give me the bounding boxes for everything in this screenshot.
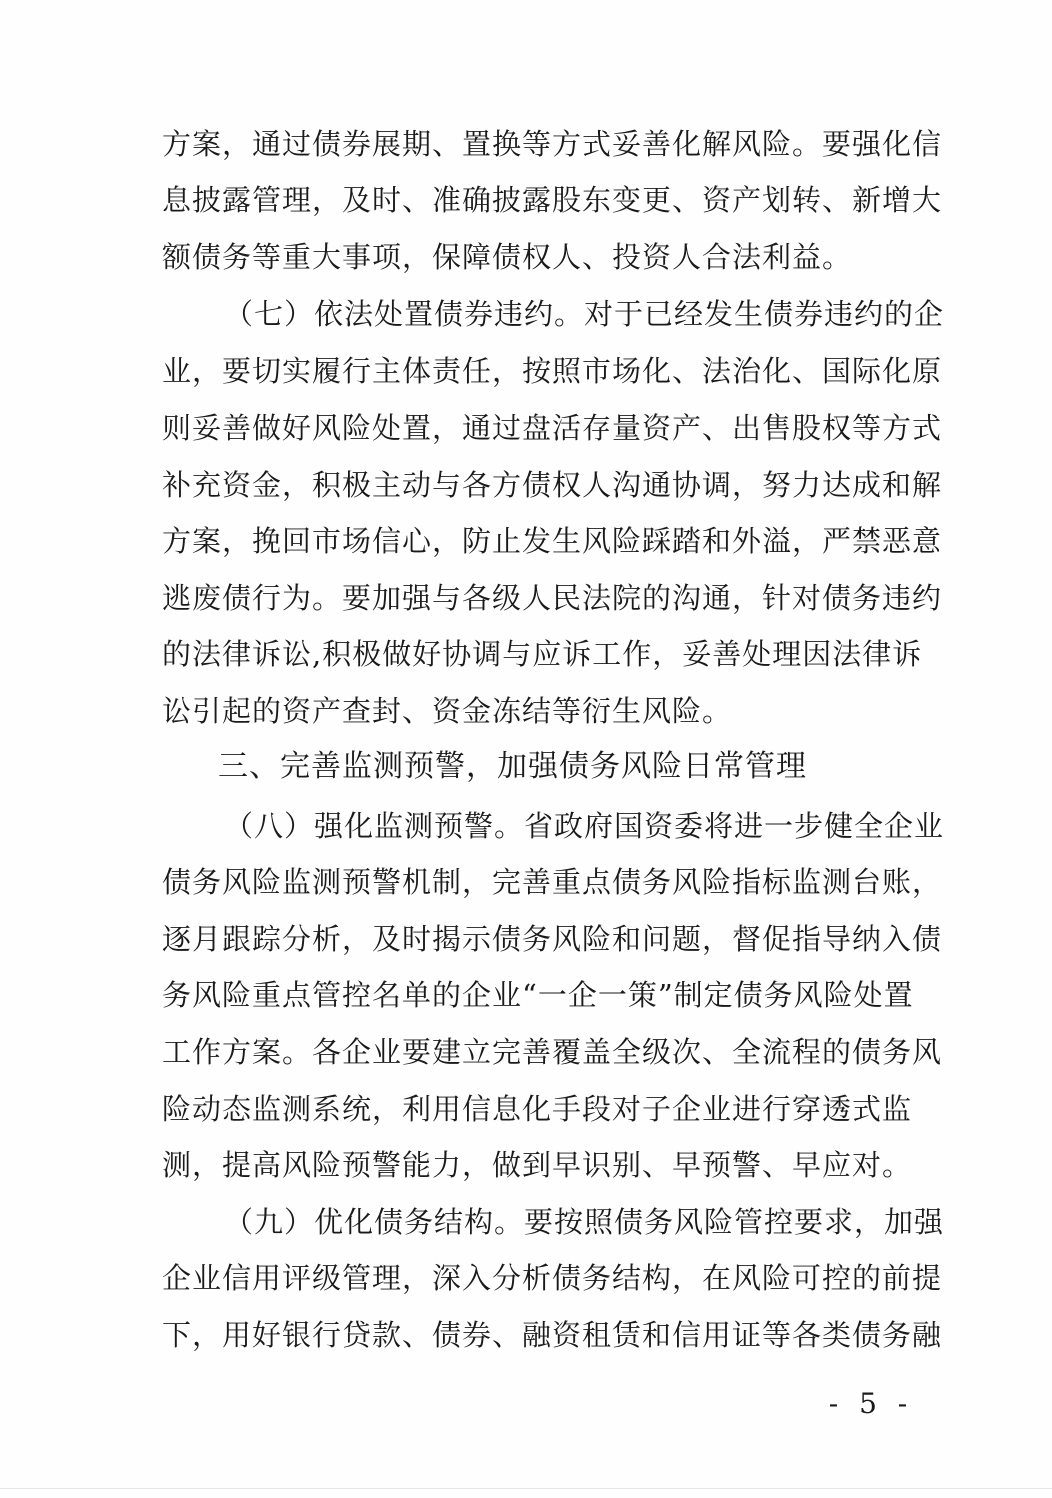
paragraph-8-line-1: （八）强化监测预警。省政府国资委将进一步健全企业: [224, 809, 945, 843]
page-bottom-edge: [0, 1488, 1052, 1489]
paragraph-6-line-1: 方案，通过债券展期、置换等方式妥善化解风险。要强化信: [162, 127, 943, 161]
paragraph-7-line-3: 则妥善做好风险处置，通过盘活存量资产、出售股权等方式: [162, 411, 943, 445]
paragraph-9-line-1: （九）优化债务结构。要按照债务风险管控要求，加强: [224, 1205, 945, 1239]
page-number: - 5 -: [828, 1387, 914, 1420]
paragraph-9-line-3: 下，用好银行贷款、债券、融资租赁和信用证等各类债务融: [162, 1318, 943, 1352]
paragraph-8-line-7: 测，提高风险预警能力，做到早识别、早预警、早应对。: [162, 1148, 913, 1182]
paragraph-8-line-4: 务风险重点管控名单的企业“一企一策”制定债务风险处置: [162, 978, 914, 1012]
paragraph-8-line-3: 逐月跟踪分析，及时揭示债务风险和问题，督促指导纳入债: [162, 922, 943, 956]
section-3-heading: 三、完善监测预警，加强债务风险日常管理: [218, 749, 807, 784]
paragraph-9-line-2: 企业信用评级管理，深入分析债务结构，在风险可控的前提: [162, 1261, 943, 1295]
paragraph-7-line-5: 方案，挽回市场信心，防止发生风险踩踏和外溢，严禁恶意: [162, 524, 943, 558]
paragraph-7-line-2: 业，要切实履行主体责任，按照市场化、法治化、国际化原: [162, 354, 943, 388]
paragraph-7-line-4: 补充资金，积极主动与各方债权人沟通协调，努力达成和解: [162, 468, 943, 502]
paragraph-7-line-6: 逃废债行为。要加强与各级人民法院的沟通，针对债务违约: [162, 581, 943, 615]
paragraph-7-line-7: 的法律诉讼,积极做好协调与应诉工作，妥善处理因法律诉: [162, 637, 923, 671]
paragraph-8-line-6: 险动态监测系统，利用信息化手段对子企业进行穿透式监: [162, 1092, 913, 1126]
paragraph-8-line-5: 工作方案。各企业要建立完善覆盖全级次、全流程的债务风: [162, 1035, 943, 1069]
paragraph-8-line-2: 债务风险监测预警机制，完善重点债务风险指标监测台账，: [162, 865, 943, 899]
paragraph-6-line-2: 息披露管理，及时、准确披露股东变更、资产划转、新增大: [162, 183, 943, 217]
paragraph-7-line-8: 讼引起的资产查封、资金冻结等衍生风险。: [162, 694, 733, 728]
paragraph-7-line-1: （七）依法处置债券违约。对于已经发生债券违约的企: [224, 297, 945, 331]
paragraph-6-line-3: 额债务等重大事项，保障债权人、投资人合法利益。: [162, 240, 853, 274]
